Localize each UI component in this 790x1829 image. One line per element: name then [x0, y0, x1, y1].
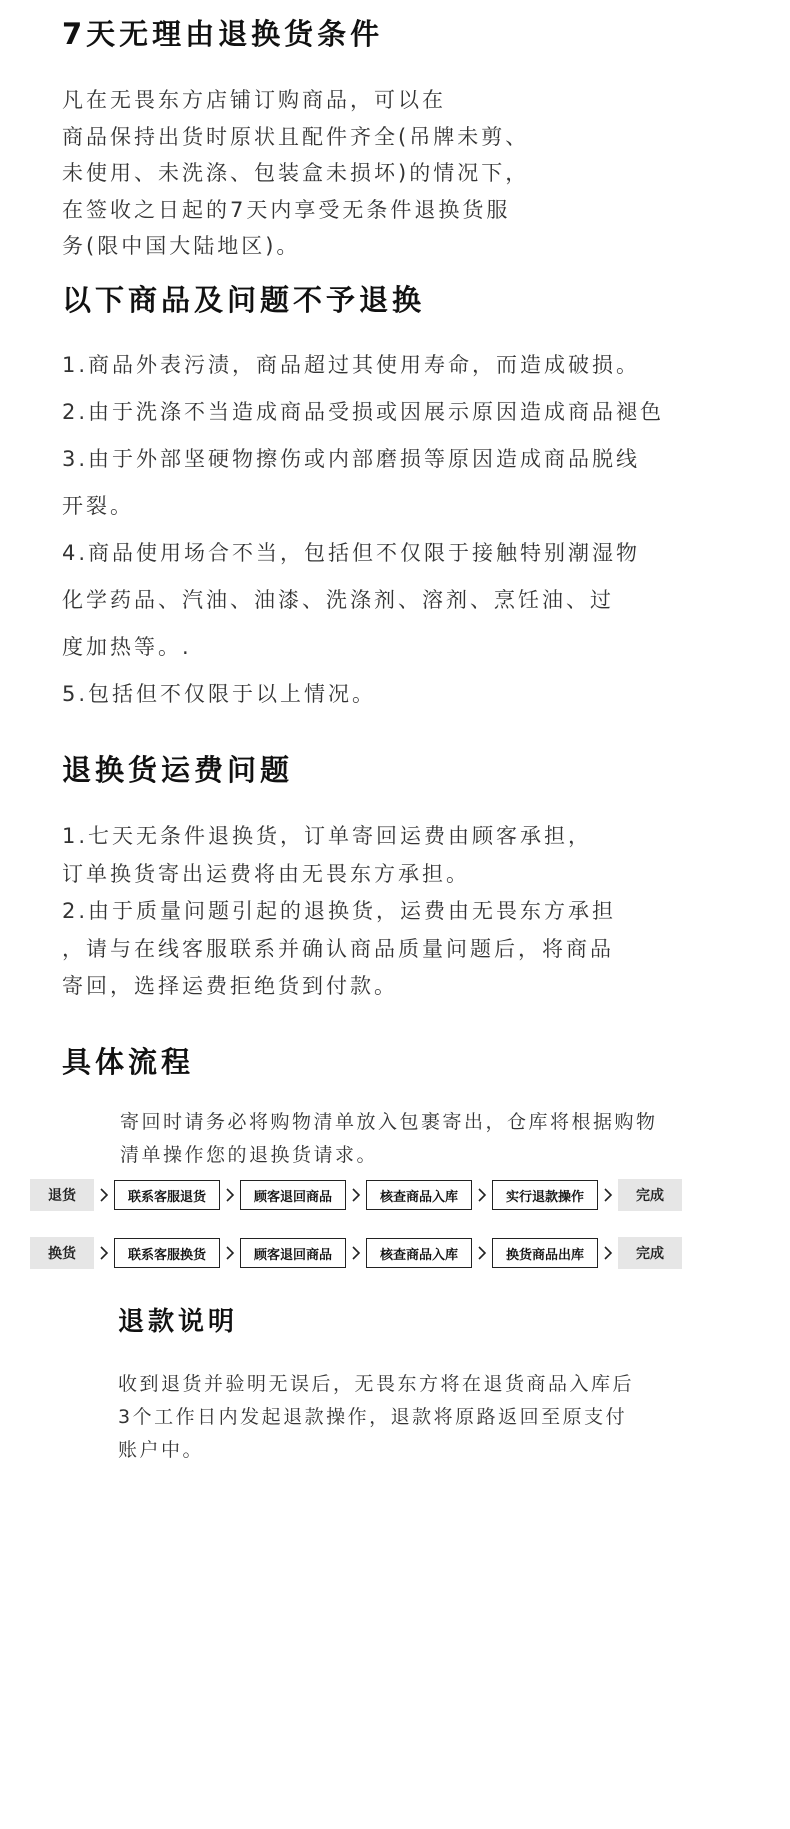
shipping-text: [62, 818, 762, 1006]
chevron-right-icon: [220, 1179, 240, 1211]
return-flow-step: 顾客退回商品: [240, 1180, 346, 1210]
process-section: [62, 1040, 762, 1172]
refund-line: 账户中。: [118, 1439, 205, 1461]
exclusions-line: 2.由于洗涤不当造成商品受损或因展示原因造成商品褪色: [62, 400, 665, 424]
exclusions-section: [62, 278, 762, 718]
chevron-right-icon: [472, 1179, 492, 1211]
return-flow-step: 实行退款操作: [492, 1180, 598, 1210]
exchange-flow: [30, 1236, 720, 1270]
chevron-right-icon: [472, 1237, 492, 1269]
policy-line: 务(限中国大陆地区)。: [62, 234, 301, 258]
exclusions-title: 以下商品及问题不予退换: [62, 283, 426, 317]
shipping-line: ，请与在线客服联系并确认商品质量问题后，将商品: [62, 936, 614, 961]
policy-line: 在签收之日起的7天内享受无条件退换货服: [62, 197, 511, 222]
policy-title: 7天无理由退换货条件: [62, 17, 384, 51]
return-flow-end: 完成: [618, 1179, 682, 1211]
policy-line: 未使用、未洗涤、包装盒未损坏)的情况下，: [62, 161, 530, 185]
shipping-line: 2.由于质量问题引起的退换货，运费由无畏东方承担: [62, 899, 617, 923]
process-line: 清单操作您的退换货请求。: [120, 1144, 379, 1166]
shipping-section: [62, 748, 762, 1006]
exchange-flow-step: 核查商品入库: [366, 1238, 472, 1268]
exclusions-line: 1.商品外表污渍，商品超过其使用寿命，而造成破损。: [62, 353, 641, 377]
exchange-flow-step: 换货商品出库: [492, 1238, 598, 1268]
exclusions-list: [62, 342, 762, 718]
refund-section: [118, 1302, 758, 1467]
chevron-right-icon: [346, 1237, 366, 1269]
refund-text: [118, 1368, 758, 1467]
policy-line: 商品保持出货时原状且配件齐全(吊牌未剪、: [62, 124, 530, 149]
process-line: 寄回时请务必将购物清单放入包裹寄出，仓库将根据购物: [120, 1111, 658, 1133]
chevron-right-icon: [598, 1179, 618, 1211]
exclusions-line: 3.由于外部坚硬物擦伤或内部磨损等原因造成商品脱线: [62, 447, 641, 471]
exclusions-line: 开裂。: [62, 494, 134, 518]
return-flow-label: 退货: [30, 1179, 94, 1211]
exchange-flow-step: 顾客退回商品: [240, 1238, 346, 1268]
chevron-right-icon: [94, 1179, 114, 1211]
refund-line: 3个工作日内发起退款操作，退款将原路返回至原支付: [118, 1406, 628, 1428]
chevron-right-icon: [94, 1237, 114, 1269]
shipping-title: 退换货运费问题: [62, 753, 294, 787]
exchange-flow-end: 完成: [618, 1237, 682, 1269]
exclusions-line: 度加热等。.: [62, 635, 192, 659]
exchange-flow-label: 换货: [30, 1237, 94, 1269]
chevron-right-icon: [220, 1237, 240, 1269]
process-title: 具体流程: [62, 1045, 195, 1079]
shipping-line: 寄回，选择运费拒绝货到付款。: [62, 974, 398, 998]
chevron-right-icon: [346, 1179, 366, 1211]
refund-line: 收到退货并验明无误后，无畏东方将在退货商品入库后: [118, 1373, 635, 1395]
chevron-right-icon: [598, 1237, 618, 1269]
policy-section: [62, 12, 762, 265]
policy-line: 凡在无畏东方店铺订购商品，可以在: [62, 88, 446, 112]
refund-title: 退款说明: [118, 1307, 239, 1337]
exchange-flow-step: 联系客服换货: [114, 1238, 220, 1268]
policy-text: [62, 82, 762, 265]
return-flow-step: 联系客服退货: [114, 1180, 220, 1210]
shipping-line: 订单换货寄出运费将由无畏东方承担。: [62, 861, 470, 886]
return-flow-step: 核查商品入库: [366, 1180, 472, 1210]
exclusions-line: 5.包括但不仅限于以上情况。: [62, 682, 377, 706]
return-flow: [30, 1178, 720, 1212]
process-text: [120, 1106, 762, 1172]
shipping-line: 1.七天无条件退换货，订单寄回运费由顾客承担，: [62, 824, 593, 848]
exclusions-line: 4.商品使用场合不当，包括但不仅限于接触特别潮湿物: [62, 541, 641, 565]
exclusions-line: 化学药品、汽油、油漆、洗涤剂、溶剂、烹饪油、过: [62, 588, 614, 612]
